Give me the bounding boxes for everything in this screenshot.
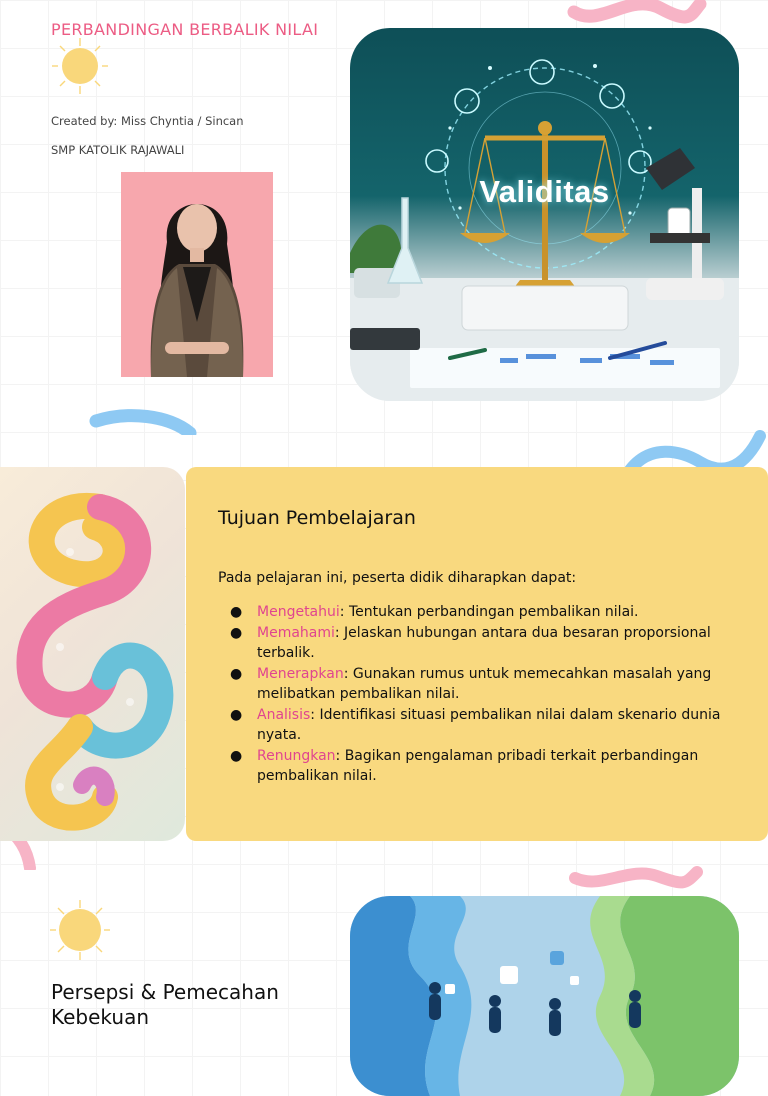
objective-keyword: Renungkan [257, 747, 336, 764]
objective-keyword: Mengetahui [257, 604, 340, 620]
objective-text: : Tentukan perbandingan pembalikan nilai. [339, 604, 639, 620]
objective-keyword: Memahami [257, 624, 335, 641]
bullet-icon: ● [230, 747, 243, 764]
validity-hero-image [350, 28, 739, 401]
objective-keyword: Menerapkan [257, 665, 344, 682]
bullet-icon: ● [230, 604, 243, 620]
objective-text: : Jelaskan hubungan antara dua besaran proporsional terbalik. [257, 624, 711, 661]
list-item [230, 602, 740, 623]
sun-icon [46, 898, 114, 962]
objectives-intro: Pada pelajaran ini, peserta didik diharapkan dapat: [218, 570, 577, 586]
squiggle-decoration-bottom-pink [565, 862, 705, 892]
objective-text: : Bagikan pengalaman pribadi terkait perbandingan pembalikan nilai. [257, 747, 699, 784]
objective-text: : Identifikasi situasi pembalikan nilai dalam skenario dunia nyata. [257, 706, 721, 743]
teacher-photo [121, 172, 273, 377]
puzzle-people-illustration [350, 896, 739, 1096]
microscope-icon [646, 148, 724, 300]
author-credit: Created by: Miss Chyntia / Sincan [51, 114, 244, 128]
objectives-heading: Tujuan Pembelajaran [218, 507, 416, 529]
squiggle-decoration-top-pink [560, 0, 710, 24]
list-item [230, 705, 740, 746]
spiral-gears-illustration [0, 467, 185, 841]
bullet-icon: ● [230, 706, 243, 723]
page-title: PERBANDINGAN BERBALIK NILAI [51, 20, 319, 39]
objectives-list [230, 602, 740, 787]
objective-keyword: Analisis [257, 706, 311, 723]
squiggle-decoration-mid-blue [88, 405, 198, 435]
hero-validitas-label: Validitas [479, 174, 610, 209]
bullet-icon: ● [230, 624, 243, 641]
list-item [230, 746, 740, 787]
list-item [230, 623, 740, 664]
objective-text: : Gunakan rumus untuk memecahkan masalah yang melibatkan pembalikan nilai. [257, 665, 712, 702]
bullet-icon: ● [230, 665, 243, 682]
sun-icon [46, 36, 114, 96]
section-title: Persepsi & Pemecahan Kebekuan [51, 980, 279, 1029]
school-name: SMP KATOLIK RAJAWALI [51, 143, 185, 157]
list-item [230, 664, 740, 705]
